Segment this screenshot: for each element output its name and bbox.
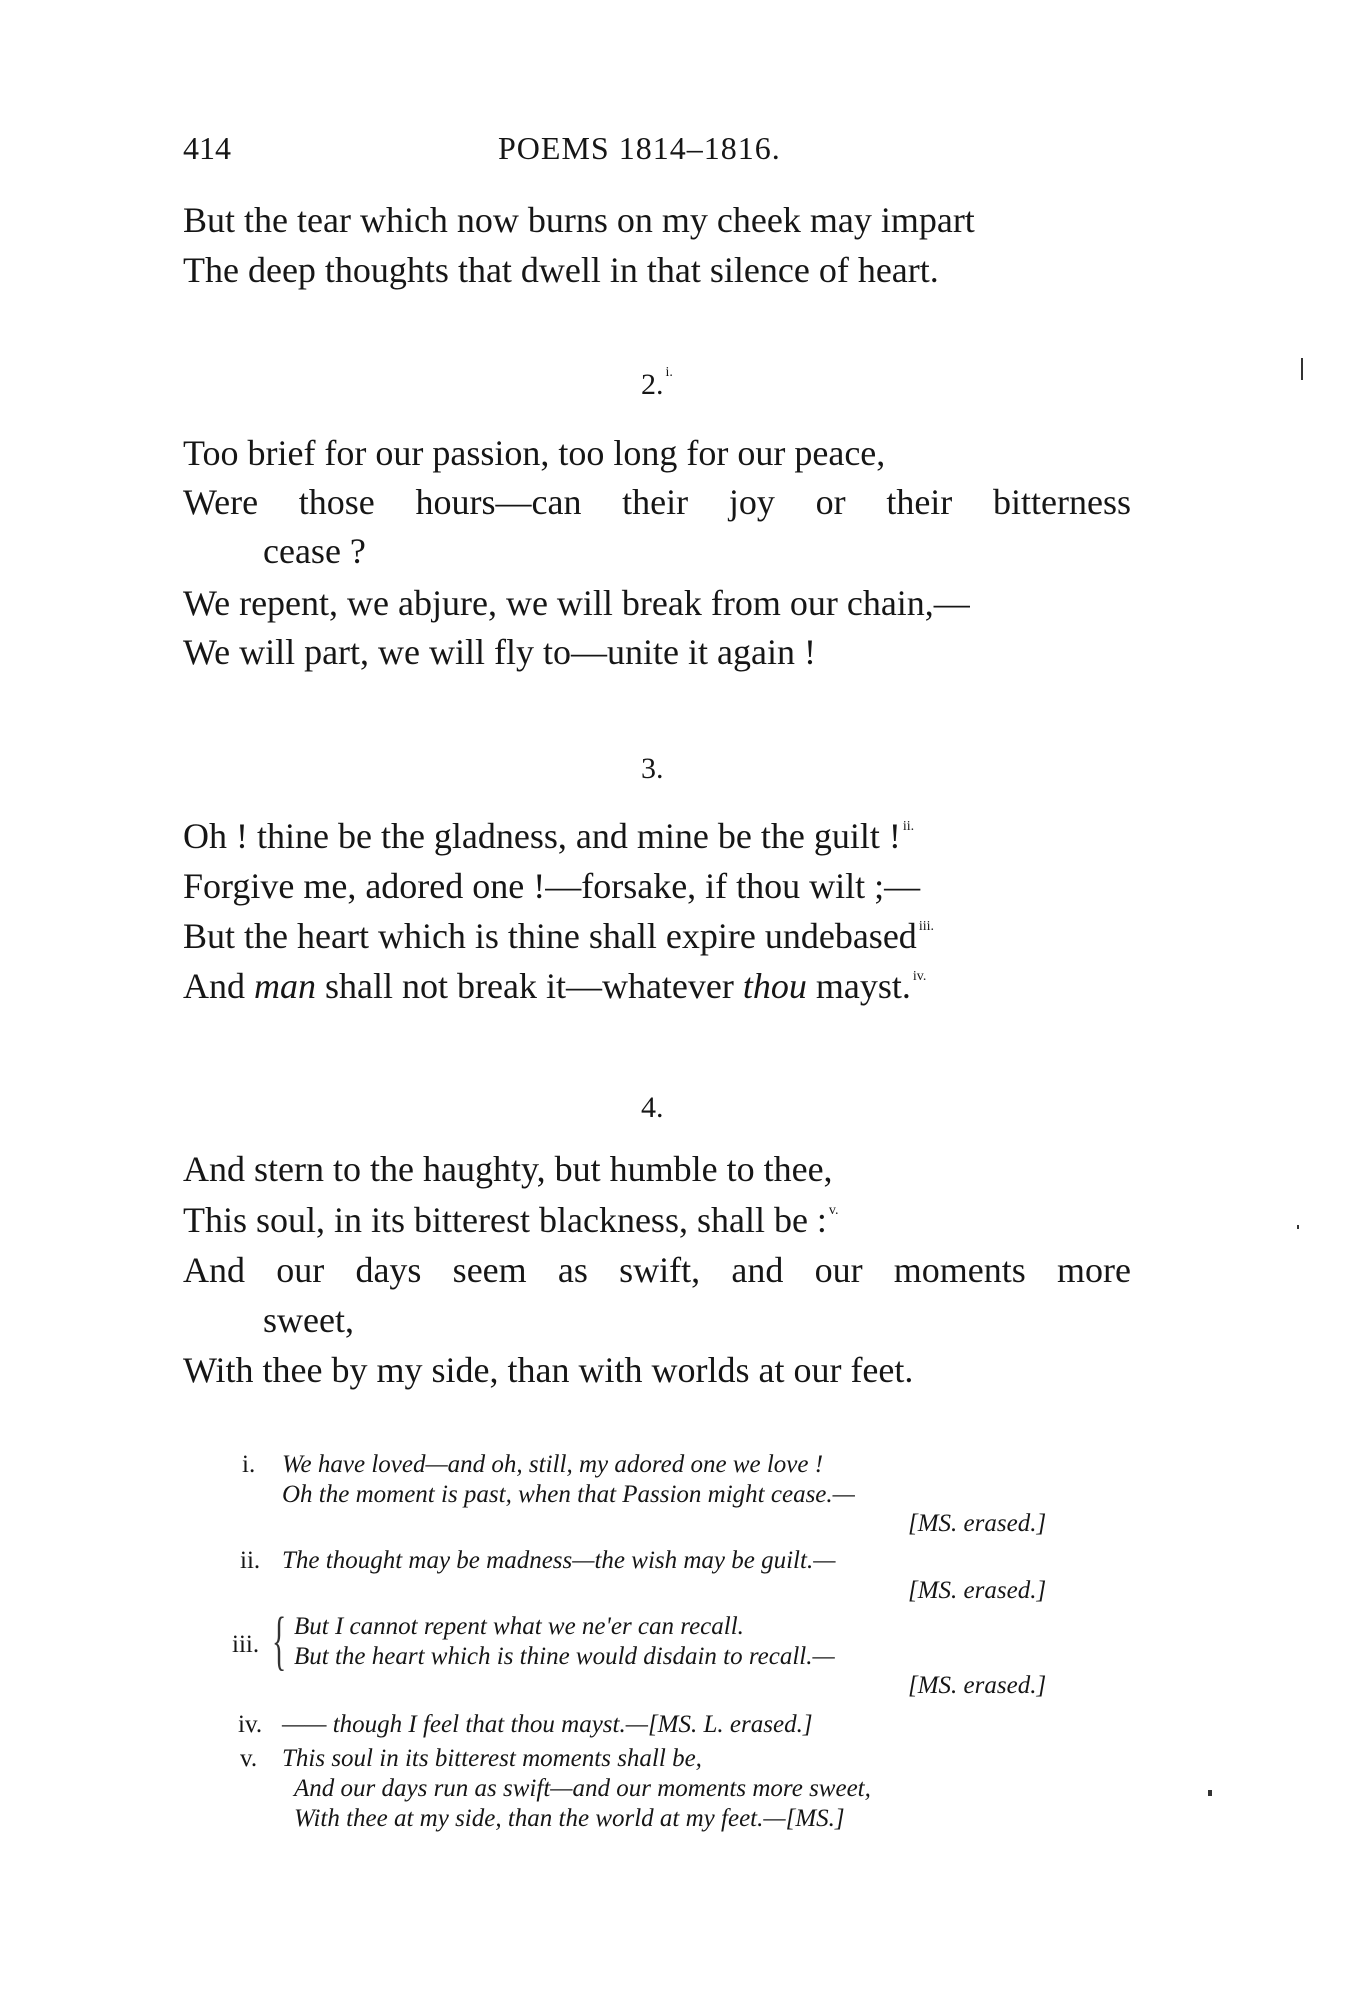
verse-line: Oh ! thine be the gladness, and mine be the guilt ! $^{ii.}$ <box>183 816 915 856</box>
footnote: v. This soul in its bitterest moments shall be, <box>240 1745 702 1772</box>
note-reference: iv. <box>912 969 927 984</box>
running-title: POEMS 1814–1816. <box>498 130 781 166</box>
footnote-number: i. <box>242 1451 256 1478</box>
stanza-number: 3. <box>641 752 664 785</box>
verse-line: Forgive me, adored one !—forsake, if thou wilt ;— <box>183 866 921 906</box>
footnote-number: ii. <box>240 1547 261 1574</box>
footnote-number: iii. <box>232 1631 260 1658</box>
verse-line: The deep thoughts that dwell in that silence of heart. <box>183 250 939 290</box>
verse-line: With thee by my side, than with worlds at our feet. <box>183 1350 914 1390</box>
verse-line: This soul, in its bitterest blackness, shall be : $^{v.}$ <box>183 1200 839 1240</box>
verse-line: But the heart which is thine shall expire undebased $^{iii.}$ <box>183 916 934 956</box>
footnote-line: With thee at my side, than the world at my feet.—[MS.] <box>294 1805 845 1832</box>
scan-mark <box>1297 1225 1299 1229</box>
footnote: iv. —— though I feel that thou mayst.—[MS. L. erased.] <box>238 1711 813 1738</box>
page-number: 414 <box>183 130 231 166</box>
running-head <box>183 130 823 170</box>
note-reference: i. <box>665 365 673 380</box>
verse-line: And man shall not break it—whatever thou mayst. $^{iv.}$ <box>183 966 927 1006</box>
stanza-number: 2. $^{i.}$ <box>641 365 673 401</box>
footnote-line: Oh the moment is past, when that Passion might cease.— <box>282 1481 855 1508</box>
footnote: ii. The thought may be madness—the wish may be guilt.— <box>240 1547 836 1574</box>
verse-line: We repent, we abjure, we will break from our chain,— <box>183 583 970 623</box>
note-reference: v. <box>828 1203 839 1218</box>
verse-line: And stern to the haughty, but humble to thee, <box>183 1149 833 1189</box>
footnote-line: And our days run as swift—and our moments more sweet, <box>294 1775 871 1802</box>
scan-mark <box>1208 1790 1212 1796</box>
verse-line: We will part, we will fly to—unite it again ! <box>183 632 816 672</box>
stanza-number: 4. <box>641 1091 664 1124</box>
footnote-number: iv. <box>238 1711 263 1738</box>
footnote-line: But I cannot repent what we ne'er can recall. <box>294 1613 744 1640</box>
footnote-line: But the heart which is thine would disdain to recall.— <box>294 1643 835 1670</box>
scan-mark <box>1301 358 1303 380</box>
footnote-attribution: [MS. erased.] <box>908 1577 1047 1604</box>
verse-line: But the tear which now burns on my cheek may impart <box>183 200 975 240</box>
footnote-number: v. <box>240 1745 258 1772</box>
footnote-brace: { <box>272 1604 287 1677</box>
note-reference: iii. <box>918 919 934 934</box>
verse-line-continuation: sweet, <box>263 1300 354 1340</box>
verse-line: Too brief for our passion, too long for our peace, <box>183 433 886 473</box>
note-reference: ii. <box>902 819 915 834</box>
footnote-attribution: [MS. erased.] <box>908 1510 1047 1537</box>
footnote-attribution: [MS. erased.] <box>908 1672 1047 1699</box>
footnote: i. We have loved—and oh, still, my adored one we love ! <box>242 1451 824 1478</box>
verse-line: Were those hours—can their joy or their bitterness <box>183 482 1131 522</box>
verse-line: And our days seem as swift, and our moments more <box>183 1250 1131 1290</box>
verse-line-continuation: cease ? <box>263 531 366 571</box>
